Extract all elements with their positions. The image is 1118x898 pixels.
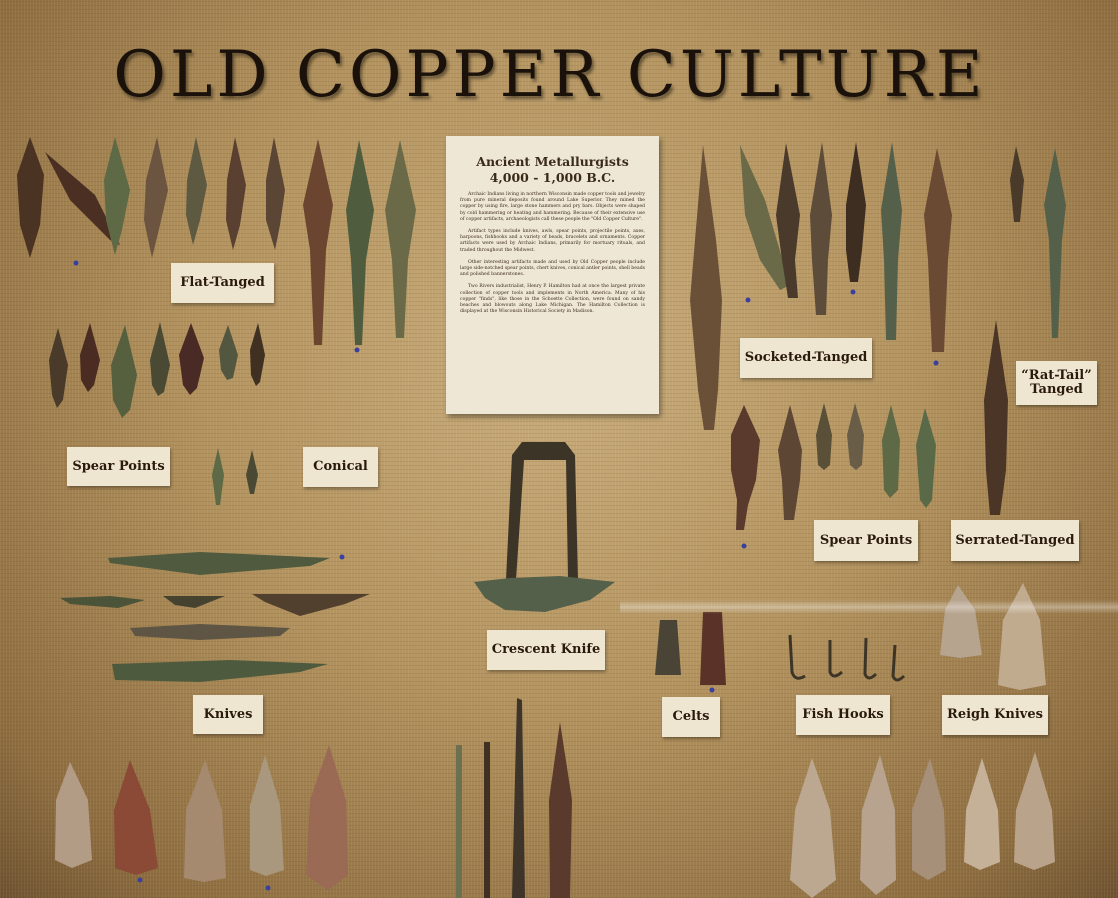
knives-artifacts	[60, 552, 370, 682]
fish-hooks-artifacts	[790, 635, 904, 680]
label-rat-tail-tanged	[1016, 361, 1097, 405]
info-panel-paragraph: Two Rivers industrialist, Henry P. Hamilton had at once the largest private collection of copper tools and implements in North America. Many of his copper "finds", like those in the Schoette Collection, were found on sandy beaches and blowouts along Lake Michigan. The Hamilton Collection is displayed at the Wisconsin Historical Society in Madison.	[460, 284, 645, 315]
socketed-tanged-artifacts	[690, 142, 952, 430]
label-crescent-knife: Crescent Knife	[487, 630, 605, 670]
crescent-knife-artifact	[474, 442, 615, 612]
info-panel-paragraph: Artifact types include knives, awls, spear points, projectile points, axes, harpoons, fishhooks and a variety of beads, bracelets and ornaments. Copper artifacts were used by Archaic Indians, primarily for mortuary rituals, and traded throughout the Midwest.	[460, 229, 645, 253]
chert-points-left-artifacts	[55, 745, 348, 890]
awls-artifacts	[456, 698, 572, 898]
label-conical: Conical	[303, 447, 378, 487]
label-rat-tail-line1: “Rat-Tail”	[1021, 368, 1092, 383]
glass-reflection	[620, 600, 1118, 614]
label-spear-points-right: Spear Points	[814, 520, 918, 561]
serrated-tanged-artifacts	[984, 320, 1008, 515]
info-panel-paragraph: Other interesting artifacts made and used by Old Copper people include large side-notched spear points, chert knives, conical antler points, shell beads and polished bannerstones.	[460, 259, 645, 278]
label-serrated-tanged: Serrated-Tanged	[951, 520, 1079, 561]
label-spear-points-left: Spear Points	[67, 447, 170, 486]
flat-tanged-artifacts	[17, 137, 416, 345]
label-socketed-tanged: Socketed-Tanged	[740, 338, 872, 378]
spear-points-left-artifacts	[49, 322, 265, 418]
info-panel-heading-line2: 4,000 - 1,000 B.C.	[489, 170, 616, 185]
conical-artifacts	[212, 448, 258, 505]
info-panel	[446, 136, 659, 414]
celts-artifacts	[655, 612, 726, 685]
label-flat-tanged: Flat-Tanged	[171, 263, 274, 303]
rat-tail-tanged-artifacts	[1010, 146, 1066, 338]
info-panel-paragraph: Archaic Indians living in northern Wisconsin made copper tools and jewelry from pure mineral deposits found around Lake Superior. They mined the copper by using fire, large stone hammers and pry bars. Objects were shaped by cold hammering or heating and hammering. Because of their extensive use of copper artifacts, archaeologists call these people the "Old Copper Culture".	[460, 192, 645, 222]
spear-points-right-artifacts	[731, 403, 936, 530]
label-rat-tail-line2: Tanged	[1030, 382, 1083, 397]
label-reigh-knives: Reigh Knives	[942, 695, 1048, 735]
label-fish-hooks: Fish Hooks	[796, 695, 890, 735]
chert-points-right-artifacts	[790, 752, 1055, 898]
label-celts: Celts	[662, 697, 720, 737]
info-panel-heading-line1: Ancient Metallurgists	[476, 154, 629, 169]
exhibit-title: OLD COPPER CULTURE	[113, 38, 987, 112]
label-knives: Knives	[193, 695, 263, 734]
